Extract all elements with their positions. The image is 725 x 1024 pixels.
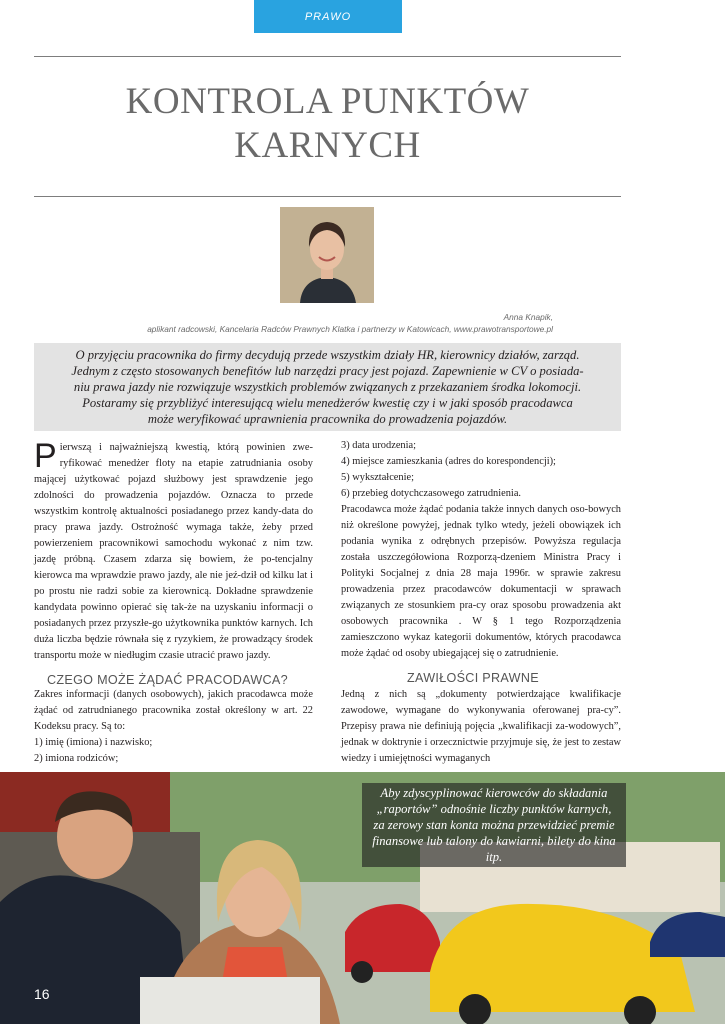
lead-line: może weryfikować uprawnienia pracownika do prowadzenia pojazdów. xyxy=(147,412,508,426)
top-rule xyxy=(34,56,621,57)
lead-line: Jednym z często stosowanych benefitów lub narzędzi pracy jest pojazd. Zapewnienie w CV o posiada- xyxy=(71,364,584,378)
author-credit xyxy=(34,311,553,335)
drop-cap: P xyxy=(34,437,57,475)
author-photo xyxy=(280,207,374,303)
article-title xyxy=(34,80,621,168)
intro-paragraph: ierwszą i najważniejszą kwestią, którą powinien zwe-ryfikować menedżer floty na etapie zatrudniania osoby mającej użytkować pojazd służbowy jest sprawdzenie jego zdolności do prowadzenia pojazdów. Oznacza to przede wszystkim kontrolę aktualności posiadanego przez kandy-data do pracy prawa jazdy. Ostrożność wymaga także, żeby przed powierzeniem pracownikowi samochodu wykonać z nim tzw. jazdę próbną. Czasem zdarza się bowiem, że po-tencjalny kierowca ma wprawdzie prawo jazdy, ale nie jeź-dził od kilku lat i po prostu nie radzi sobie za kierownicą. Dokładne sprawdzenie kandydata powinno opierać się tak-że na uzyskaniu informacji o posiadanych przez przyszłe-go użytkownika punktów karnych. Ich duża liczba będzie równała się z ryzykiem, że prowadzący środek transportu może w niedługim czasie utracić prawo jazdy. xyxy=(34,442,313,661)
left-column-continued xyxy=(34,687,313,767)
page-number: 16 xyxy=(34,986,50,1002)
author-affiliation: aplikant radcowski, Kancelaria Radców Prawnych Klatka i partnerzy w Katowicach, www.prawotransportowe.pl xyxy=(147,324,553,334)
photo-caption xyxy=(362,783,626,867)
left-column-intro xyxy=(34,437,313,664)
list-item: 3) data urodzenia; xyxy=(341,440,417,451)
caption-line: za zerowy stan konta można przewidzieć premie xyxy=(373,818,615,832)
lead-line: Postaramy się przybliżyć interesującą wielu menedżerów kwestię czy i w jaki sposób pracodawca xyxy=(82,396,573,410)
list-item: 1) imię (imiona) i nazwisko; xyxy=(34,737,153,748)
list-item: 5) wykształcenie; xyxy=(341,472,414,483)
heading-what-can-employer-demand: CZEGO MOŻE ŻĄDAĆ PRACODAWCA? xyxy=(47,673,288,687)
title-line-2: KARNYCH xyxy=(234,125,421,166)
lead-box xyxy=(34,343,621,431)
caption-line: „raportów” odnośnie liczby punktów karnych, xyxy=(376,802,612,816)
section-tag: PRAWO xyxy=(254,0,402,33)
lead-line: O przyjęciu pracownika do firmy decydują przede wszystkim działy HR, kierownicy działów, zarząd. xyxy=(75,348,580,362)
lead-line: niu prawa jazdy nie rozwiązuje wszystkich problemów związanych z przekazaniem środka lokomocji. xyxy=(73,380,582,394)
caption-line: finansowe lub talony do kawiarni, bilety do kina itp. xyxy=(372,834,616,864)
author-name: Anna Knapik, xyxy=(503,312,553,322)
right-column-continued xyxy=(341,687,621,767)
right-column xyxy=(341,438,621,662)
employer-data-paragraph: Zakres informacji (danych osobowych), jakich pracodawca może żądać od zatrudnianego pracownika został określony w art. 22 Kodeksu pracy. Są to: xyxy=(34,689,313,732)
list-item: 6) przebieg dotychczasowego zatrudnienia. xyxy=(341,488,522,499)
regulation-paragraph: Pracodawca może żądać podania także innych danych oso-bowych niż określone powyżej, jednak tylko wtedy, jeżeli obowiązek ich podania wynika z odrębnych przepisów. Powyższa regulacja została uszczegółowiona Rozporzą-dzeniem Ministra Pracy i Polityki Socjalnej z dnia 28 maja 1996r. w sprawie zakresu prowadzenia przez pracodawców dokumentacji w sprawach związanych ze stosunkiem pra-cy oraz sposobu prowadzenia akt osobowych pracownika . W § 1 tego Rozporządzenia zamieszczono wykaz kategorii dokumentów, których pracodawca może żądać od osoby ubiegającej się o zatrudnienie. xyxy=(341,504,621,659)
heading-legal-intricacies: ZAWIŁOŚCI PRAWNE xyxy=(407,671,539,685)
caption-line: Aby zdyscyplinować kierowców do składania xyxy=(380,786,608,800)
list-item: 4) miejsce zamieszkania (adres do korespondencji); xyxy=(341,456,556,467)
title-bottom-rule xyxy=(34,196,621,197)
title-line-1: KONTROLA PUNKTÓW xyxy=(125,81,530,122)
qualifications-paragraph: Jedną z nich są „dokumenty potwierdzające kwalifikacje zawodowe, wymagane do wykonywania oferowanej pra-cy”. Przepisy prawa nie definiują pojęcia „kwalifikacji za-wodowych”, jednak w doktrynie i orzecznictwie przyjmuje się, że jest to zestaw wiedzy i umiejętności wymaganych xyxy=(341,689,621,764)
list-item: 2) imiona rodziców; xyxy=(34,753,119,764)
